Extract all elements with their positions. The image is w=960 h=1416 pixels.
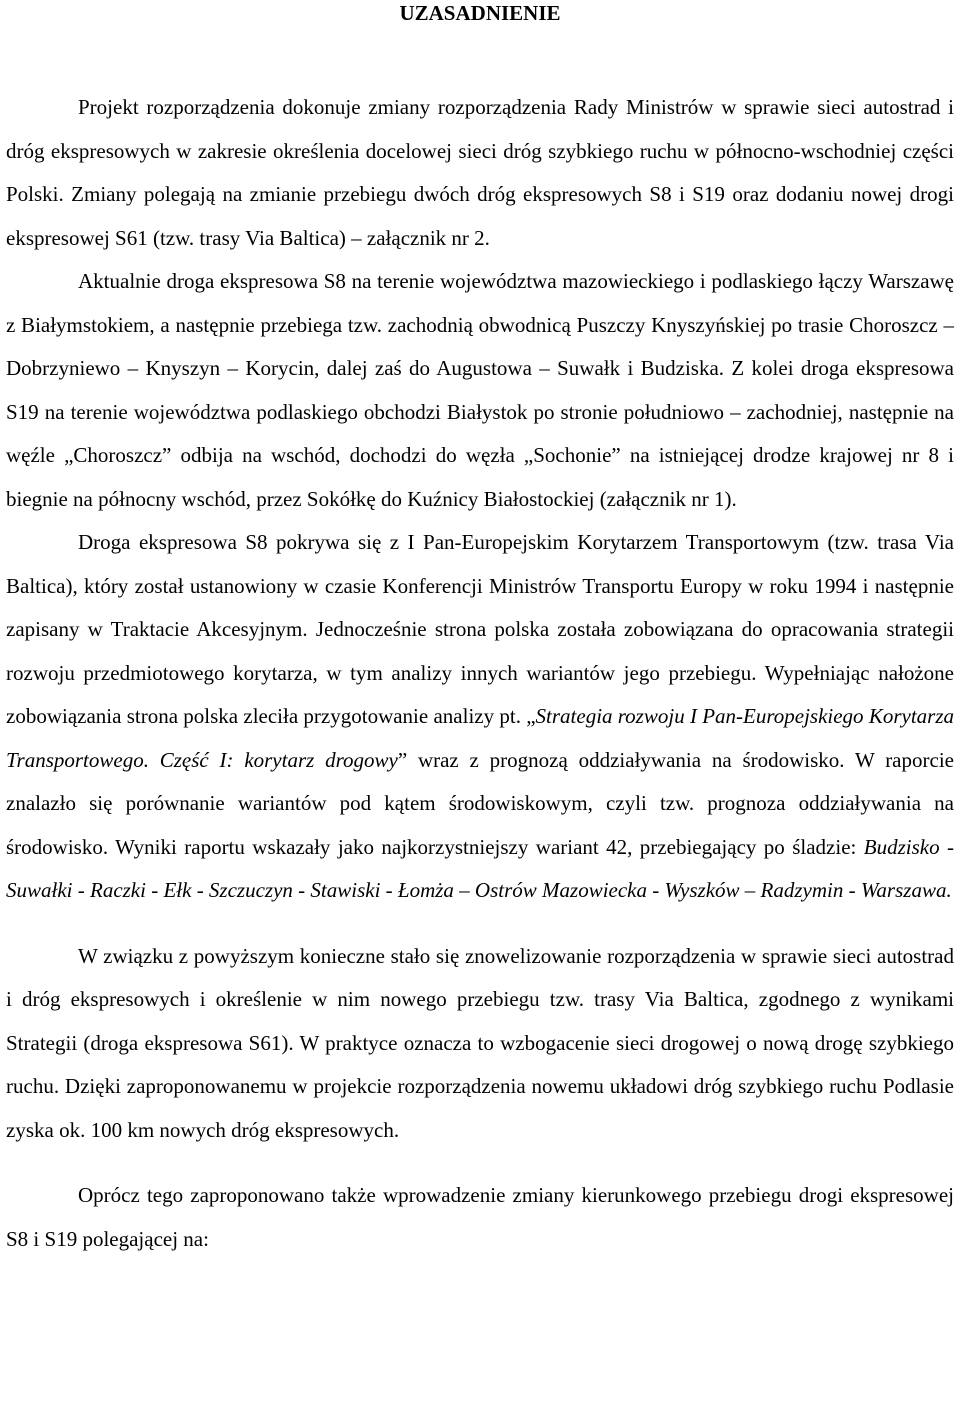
paragraph-3 <box>6 521 954 913</box>
paragraph-3-text-a: Droga ekspresowa S8 pokrywa się z I Pan-Europejskim Korytarzem Transportowym (tzw. trasa Via Baltica), który został ustanowiony w czasie Konferencji Ministrów Transportu Europy w roku 1994 i następnie zapisany w Traktacie Akcesyjnym. Jednocześnie strona polska została zobowiązana do opracowania strategii rozwoju przedmiotowego korytarza, w tym analizy innych wariantów jego przebiegu. Wypełniając nałożone zobowiązania strona polska zleciła przygotowanie analizy pt. „ <box>6 530 954 728</box>
paragraph-5: Oprócz tego zaproponowano także wprowadzenie zmiany kierunkowego przebiegu drogi ekspresowej S8 i S19 polegającej na: <box>6 1183 954 1251</box>
document-title: UZASADNIENIE <box>399 1 561 25</box>
paragraph-3-study-title: Strategia rozwoju I Pan-Europejskiego Korytarza Transportowego. Część I: korytarz drogowy <box>6 704 954 772</box>
paragraph-2: Aktualnie droga ekspresowa S8 na terenie województwa mazowieckiego i podlaskiego łączy Warszawę z Białymstokiem, a następnie przebiega tzw. zachodnią obwodnicą Puszczy Knyszyńskiej po trasie Choroszcz – Dobrzyniewo – Knyszyn – Korycin, dalej zaś do Augustowa – Suwałk i Budziska. Z kolei droga ekspresowa S19 na terenie województwa podlaskiego obchodzi Białystok po stronie południowo – zachodniej, następnie na węźle „Choroszcz” odbija na wschód, dochodzi do węzła „Sochonie” na istniejącej drodze krajowej nr 8 i biegnie na północny wschód, przez Sokółkę do Kuźnicy Białostockiej (załącznik nr 1). <box>6 269 954 511</box>
paragraph-4: W związku z powyższym konieczne stało się znowelizowanie rozporządzenia w sprawie sieci autostrad i dróg ekspresowych i określenie w nim nowego przebiegu tzw. trasy Via Baltica, zgodnego z wynikami Strategii (droga ekspresowa S61). W praktyce oznacza to wzbogacenie sieci drogowej o nową drogę szybkiego ruchu. Dzięki zaproponowanemu w projekcie rozporządzenia nowemu układowi dróg szybkiego ruchu Podlasie zyska ok. 100 km nowych dróg ekspresowych. <box>6 943 954 1142</box>
paragraph-3-route: Budzisko - Suwałki - Raczki - Ełk - Szczuczyn - Stawiski - Łomża – Ostrów Mazowiecka - Wyszków – Radzymin - Warszawa. <box>6 834 954 902</box>
paragraph-3-text-c: ” wraz z prognozą oddziaływania na środowisko. W raporcie znalazło się porównanie wariantów pod kątem środowiskowym, czyli tzw. prognoza oddziaływania na środowisko. Wyniki raportu wskazały jako najkorzystniejszy wariant 42, przebiegający po śladzie: <box>6 747 954 859</box>
paragraph-1: Projekt rozporządzenia dokonuje zmiany rozporządzenia Rady Ministrów w sprawie sieci autostrad i dróg ekspresowych w zakresie określenia docelowej sieci dróg szybkiego ruchu w północno-wschodniej części Polski. Zmiany polegają na zmianie przebiegu dwóch dróg ekspresowych S8 i S19 oraz dodaniu nowej drogi ekspresowej S61 (tzw. trasy Via Baltica) – załącznik nr 2. <box>6 95 954 250</box>
document-page <box>6 0 954 1261</box>
